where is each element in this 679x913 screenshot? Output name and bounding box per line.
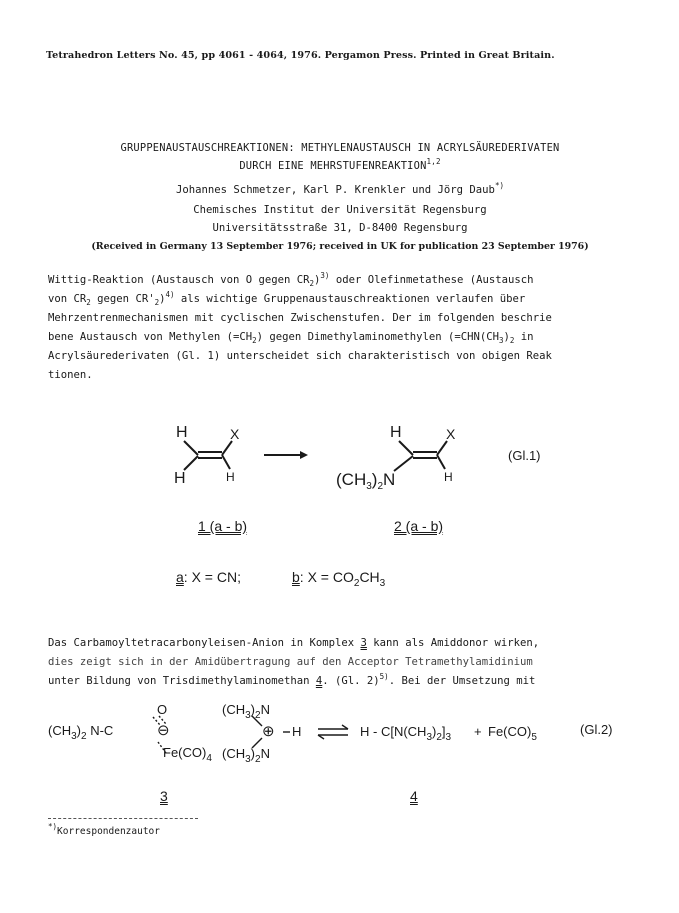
right-nme2-sub-1: 3 bbox=[366, 481, 372, 492]
p2-compound-3-ref: 3 bbox=[360, 637, 367, 649]
legend-a-key: a bbox=[176, 569, 184, 585]
left-bond-x bbox=[222, 441, 232, 455]
amidinium-bottom-nme2 bbox=[222, 746, 270, 765]
received-dates: (Received in Germany 13 September 1976; received in UK for publication 23 September 1976) bbox=[91, 241, 589, 252]
s2-feco-sub: 4 bbox=[206, 753, 212, 764]
s2-top-n-sub-1: 3 bbox=[245, 710, 251, 721]
right-bond-n bbox=[394, 456, 413, 471]
s2-top-n-sub-2: 2 bbox=[255, 710, 261, 721]
s2-product-sub-2: 2 bbox=[436, 732, 442, 743]
s2-nme2-sub-1: 3 bbox=[71, 731, 77, 742]
paragraph-2 bbox=[48, 634, 638, 691]
s2-product-a: H - C[N(CH bbox=[360, 724, 427, 739]
s2-top-n-e: N bbox=[260, 702, 270, 717]
p1-ref-4: 4) bbox=[165, 290, 175, 299]
s2-product-c: ) bbox=[432, 724, 437, 739]
s2-feco5-text: Fe(CO) bbox=[488, 724, 532, 739]
carbamoyl-dimethylamino bbox=[48, 723, 114, 742]
legend-a-text: : X = CN; bbox=[183, 569, 241, 585]
p1-l2-text-a: von CR bbox=[48, 293, 87, 305]
legend-b-text-end: CH bbox=[359, 569, 380, 585]
journal-header: Tetrahedron Letters No. 45, pp 4061 - 4064, 1976. Pergamon Press. Printed in Great Britain. bbox=[46, 50, 555, 61]
paragraph-1-line-6: tionen. bbox=[48, 369, 93, 381]
anion-charge: ⊖ bbox=[157, 722, 170, 739]
cation-charge: ⊕ bbox=[262, 723, 275, 740]
right-nme2-c: ) bbox=[371, 470, 378, 489]
right-bond-x bbox=[437, 441, 447, 455]
article-title-line-1: GRUPPENAUSTAUSCHREAKTIONEN: METHYLENAUSTAUSCH IN ACRYLSÄUREDERIVATEN bbox=[120, 142, 560, 154]
s2-product-sub-1: 3 bbox=[426, 732, 432, 743]
left-bond-h-top bbox=[184, 441, 198, 455]
compound-2-label: 2 (a - b) bbox=[394, 518, 444, 534]
right-dimethylamino bbox=[336, 470, 395, 490]
reaction-arrow-1-head bbox=[300, 451, 308, 459]
s2-nme2-nc: N-C bbox=[86, 723, 114, 738]
left-h-bottom: H bbox=[174, 470, 186, 487]
s2-bot-n-sub-2: 2 bbox=[255, 754, 261, 765]
s2-feco-text: Fe(CO) bbox=[163, 745, 207, 760]
equation-2-label: (Gl.2) bbox=[580, 722, 613, 737]
p1-l4-paren: ) bbox=[503, 331, 510, 343]
legend-b bbox=[292, 569, 386, 589]
amidinium-h: H bbox=[292, 724, 302, 739]
equation-1-label: (Gl.1) bbox=[508, 448, 541, 463]
p1-l1-sub: 2 bbox=[309, 279, 315, 288]
p2-l3-text-a: unter Bildung von Trisdimethylaminomethan bbox=[48, 675, 316, 687]
p1-l4-text-c: in bbox=[514, 331, 534, 343]
authors-text: Johannes Schmetzer, Karl P. Krenkler und Jörg Daub bbox=[176, 184, 495, 196]
s2-bot-n-a: (CH bbox=[222, 746, 246, 761]
s2-product-e: ] bbox=[441, 724, 446, 739]
left-x: X bbox=[230, 426, 240, 442]
right-nme2-n: N bbox=[383, 470, 396, 489]
right-nme2-a: (CH bbox=[336, 470, 367, 489]
p1-l4-text-a: bene Austausch von Methylen (=CH bbox=[48, 331, 253, 343]
p1-l4-sub-2: 3 bbox=[499, 336, 504, 345]
s2-product-sub-3: 3 bbox=[445, 732, 452, 743]
affiliation-line-1: Chemisches Institut der Universität Regensburg bbox=[193, 204, 487, 216]
affiliation-line-2: Universitätsstraße 31, D-8400 Regensburg bbox=[212, 222, 468, 234]
legend-b-key: b bbox=[292, 569, 300, 585]
p1-l1-text-a: Wittig-Reaktion (Austausch von O gegen CR bbox=[48, 274, 310, 286]
left-bond-h-bottom bbox=[184, 456, 198, 470]
legend-b-sub-1: 2 bbox=[353, 578, 360, 589]
p1-l4-sub-1: 2 bbox=[252, 336, 257, 345]
footnote-mark: *) bbox=[48, 822, 58, 831]
footnote-rule bbox=[48, 818, 198, 819]
p2-l3-text-c: . Bei der Umsetzung mit bbox=[388, 675, 536, 687]
carbamoyl-oxygen: O bbox=[157, 702, 168, 717]
trisdimethylaminomethane bbox=[360, 724, 452, 743]
s2-feco5-sub: 5 bbox=[531, 732, 537, 743]
p1-l4-text-b: ) gegen Dimethylaminomethylen (=CHN(CH bbox=[256, 331, 499, 343]
p1-l4-sub-3: 2 bbox=[509, 336, 515, 345]
amidinium-top-nme2 bbox=[222, 702, 270, 721]
right-h-right: H bbox=[444, 470, 453, 484]
s2-nme2-c: ) bbox=[76, 723, 82, 738]
left-bond-h-right bbox=[222, 455, 230, 469]
p1-l2-sub-1: 2 bbox=[86, 298, 91, 307]
right-bond-h-top bbox=[399, 441, 413, 455]
product-plus-sign: + bbox=[474, 724, 482, 739]
p1-ref-3: 3) bbox=[320, 271, 330, 280]
right-bond-h-right bbox=[437, 455, 445, 469]
iron-tetracarbonyl bbox=[163, 745, 212, 764]
compound-4-label: 4 bbox=[410, 788, 418, 804]
s2-bot-n-sub-1: 3 bbox=[245, 754, 251, 765]
p1-l1-text-b: oder Olefinmetathese (Austausch bbox=[329, 274, 534, 286]
compound-3-label: 3 bbox=[160, 788, 168, 804]
p2-l1-text-a: Das Carbamoyltetracarbonyleisen-Anion in Komplex bbox=[48, 637, 361, 649]
legend-a bbox=[176, 569, 241, 585]
s2-top-n-a: (CH bbox=[222, 702, 246, 717]
right-nme2-sub-2: 2 bbox=[377, 481, 384, 492]
footnote-text: Korrespondenzautor bbox=[57, 826, 160, 837]
paragraph-2-line-1 bbox=[48, 634, 638, 653]
left-h-right: H bbox=[226, 470, 235, 484]
iron-pentacarbonyl bbox=[488, 724, 537, 743]
left-h-top: H bbox=[176, 424, 188, 441]
p2-l3-text-b: . (Gl. 2) bbox=[322, 675, 380, 687]
s2-bot-n-c: ) bbox=[250, 746, 256, 761]
paragraph-2-line-3 bbox=[48, 672, 638, 691]
p2-ref-5: 5) bbox=[379, 672, 389, 681]
right-h-top: H bbox=[390, 424, 402, 441]
p1-l2-text-b: gegen CR' bbox=[90, 293, 155, 305]
paragraph-1-line-3: Mehrzentrenmechanismen mit cyclischen Zwischenstufen. Der im folgenden beschrie bbox=[48, 312, 552, 324]
legend-b-sub-2: 3 bbox=[379, 578, 386, 589]
s2-nme2-a: (CH bbox=[48, 723, 72, 738]
paragraph-2-line-2: dies zeigt sich in der Amidübertragung auf den Acceptor Tetramethylamidinium bbox=[48, 656, 533, 668]
s2-bot-n-e: N bbox=[260, 746, 270, 761]
p1-l2-paren: ) bbox=[159, 293, 166, 305]
s2-top-n-c: ) bbox=[250, 702, 256, 717]
title-footnote-ref: 1,2 bbox=[426, 157, 441, 166]
p1-l2-sub-2: 2 bbox=[154, 298, 160, 307]
s2-nme2-sub-2: 2 bbox=[81, 731, 87, 742]
p2-l1-text-b: kann als Amiddonor wirken, bbox=[366, 637, 540, 649]
footnote bbox=[48, 822, 160, 837]
legend-b-text: : X = CO bbox=[299, 569, 354, 585]
p1-l1-paren: ) bbox=[314, 274, 321, 286]
article-title-line-2-text: DURCH EINE MEHRSTUFENREAKTION bbox=[239, 160, 427, 172]
p2-compound-4-ref: 4 bbox=[315, 675, 323, 687]
paragraph-1-line-5: Acrylsäurederivaten (Gl. 1) unterscheidet sich charakteristisch von obigen Reak bbox=[48, 350, 552, 362]
author-footnote-ref: *) bbox=[494, 181, 504, 190]
compound-1-label: 1 (a - b) bbox=[198, 518, 248, 534]
p1-l2-text-c: als wichtige Gruppenaustauschreaktionen verlaufen über bbox=[174, 293, 526, 305]
right-x: X bbox=[446, 426, 456, 442]
